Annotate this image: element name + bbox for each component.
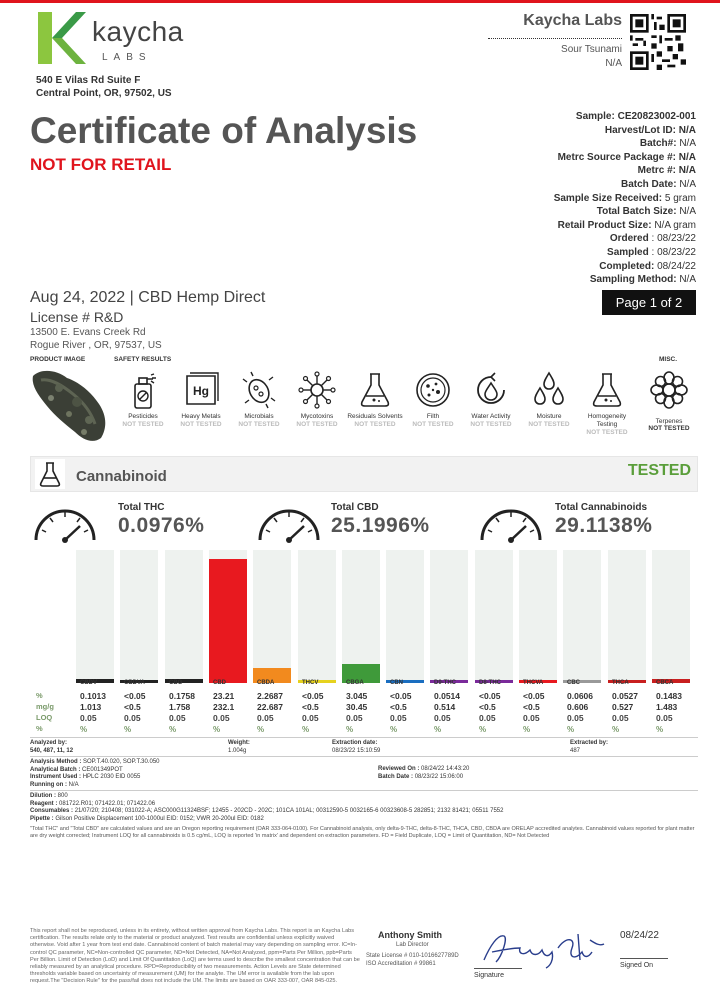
result-percent: 23.21	[213, 691, 235, 701]
analytical-batch-label: Analytical Batch :	[30, 766, 81, 773]
meta-value: N/A	[679, 274, 696, 286]
total-cannabinoids-label: Total Cannabinoids	[555, 502, 648, 513]
result-column-d9-thc	[434, 680, 478, 735]
microbe-icon	[239, 370, 279, 410]
divider	[30, 756, 698, 757]
instrument-value: HPLC 2030 EID 0055	[82, 774, 141, 780]
safety-test-label: Water Activity	[471, 413, 511, 420]
result-loq: 0.05	[567, 713, 584, 723]
safety-test-moisture	[520, 370, 578, 429]
meta-row	[554, 232, 696, 246]
meta-row	[554, 205, 696, 219]
meta-row	[554, 164, 696, 178]
safety-test-label: Residuals Solvents	[347, 413, 403, 420]
extracted-by-value: 487	[570, 747, 581, 754]
result-unit: %	[523, 725, 531, 734]
safety-results-header: SAFETY RESULTS	[114, 356, 172, 363]
safety-test-status: NOT TESTED	[180, 421, 222, 428]
safety-test-status: NOT TESTED	[122, 421, 164, 428]
safety-test-heavy-metals	[172, 370, 230, 429]
sample-metadata	[554, 110, 696, 287]
analysis-details	[30, 759, 160, 789]
meta-row	[554, 246, 696, 260]
client-address-line2: Rogue River , OR, 97537, US	[30, 339, 162, 351]
safety-test-status: NOT TESTED	[528, 421, 570, 428]
meta-row	[554, 137, 696, 151]
terpene-flower-icon	[649, 370, 689, 410]
cannabinoid-section-header	[30, 456, 698, 492]
extraction-date	[332, 740, 380, 755]
signed-on-line	[620, 958, 668, 959]
bar-track	[253, 550, 291, 680]
client-date-line: Aug 24, 2022 | CBD Hemp Direct	[30, 289, 266, 306]
safety-test-filth	[404, 370, 462, 429]
lab-address-line2: Central Point, OR, 97502, US	[36, 88, 172, 99]
spray-bottle-icon	[123, 370, 163, 410]
cannabinoid-bar-chart	[76, 550, 698, 682]
result-loq: 0.05	[257, 713, 274, 723]
bar-track	[386, 550, 424, 680]
result-loq: 0.05	[346, 713, 363, 723]
result-loq: 0.05	[479, 713, 496, 723]
safety-test-homogeneity-testing	[578, 370, 636, 437]
meta-label: Sampling Method:	[589, 274, 677, 286]
result-column-cbda	[257, 680, 301, 735]
result-percent: 0.0514	[434, 691, 460, 701]
batch-date-value: 08/23/22 15:06:00	[414, 773, 464, 780]
result-unit: %	[257, 725, 265, 734]
bar-track	[430, 550, 468, 680]
result-unit: %	[612, 725, 620, 734]
misc-header: MISC.	[659, 356, 678, 363]
result-percent: 0.1013	[80, 691, 106, 701]
result-mg-g: 1.758	[169, 702, 191, 712]
page-title: Certificate of Analysis	[30, 110, 418, 151]
mycotoxin-icon	[297, 370, 337, 410]
safety-test-status: NOT TESTED	[296, 421, 338, 428]
reviewed-on-value: 08/24/22 14:43:20	[421, 766, 470, 772]
misc-test-label: Terpenes	[655, 418, 683, 425]
reagent-details	[30, 793, 698, 823]
bar-track	[76, 550, 114, 680]
page-indicator: Page 1 of 2	[602, 290, 696, 315]
analyte-name: CBN	[390, 680, 403, 686]
analyte-name: THCA	[612, 680, 629, 686]
result-unit: %	[80, 725, 88, 734]
meta-row	[554, 110, 696, 124]
total-cbd-value: 25.1996%	[331, 514, 430, 537]
bar-track	[652, 550, 690, 680]
meta-row	[554, 260, 696, 274]
cannabinoid-flask-container	[35, 459, 65, 489]
meta-value: CE20823002-001	[617, 111, 696, 122]
result-mg-g: <0.5	[302, 702, 319, 712]
analyte-name: CBDV	[80, 680, 98, 686]
signature-label: Signature	[474, 972, 504, 979]
safety-test-label: Pesticides	[128, 413, 158, 420]
meta-value: N/A	[679, 178, 696, 190]
reagent-label: Reagent :	[30, 800, 58, 807]
bar-track	[165, 550, 203, 680]
review-details	[378, 766, 469, 781]
extracted-by-label: Extracted by:	[570, 740, 609, 746]
dilution-value: 800	[57, 793, 68, 799]
logo-subtitle: LABS	[102, 52, 152, 63]
meta-label: Total Batch Size:	[596, 206, 677, 218]
consumables-value: 21/07/20; 210408; 031022-A; ASC000G11324BSF; 12455 - 202CD - 202C; 101CA 101AL; 00312590-5 0032165-6 00323608-5 282851; 2132 81421; 05511 7552	[74, 808, 504, 814]
extracted-by	[570, 740, 608, 755]
result-loq: 0.05	[213, 713, 230, 723]
result-mg-g: 1.013	[80, 702, 102, 712]
meta-row	[554, 124, 696, 138]
result-mg-g: 30.45	[346, 702, 368, 712]
meta-value: 08/24/22	[657, 260, 696, 272]
result-mg-g: 0.514	[434, 702, 456, 712]
result-mg-g: <0.5	[479, 702, 496, 712]
cannabinoid-title: Cannabinoid	[76, 468, 167, 485]
result-loq: 0.05	[124, 713, 141, 723]
result-loq: 0.05	[523, 713, 540, 723]
safety-test-label: Mycotoxins	[300, 413, 334, 420]
dotted-divider	[488, 38, 622, 39]
safety-results-row	[114, 370, 634, 452]
result-loq: 0.05	[169, 713, 186, 723]
gauge-icon	[30, 500, 100, 546]
water-drop-icon	[471, 370, 511, 410]
safety-test-label: Moisture	[536, 413, 562, 420]
safety-test-label: Filth	[426, 413, 440, 420]
client-license: License # R&D	[30, 309, 124, 325]
analysis-method-value: SOP.T.40.020, SOP.T.30.050	[83, 759, 160, 765]
result-column-cbca	[656, 680, 700, 735]
kaycha-k-logo-icon	[36, 12, 86, 64]
meta-label: Metrc #:	[637, 165, 676, 177]
bar-cbd	[209, 559, 247, 680]
kaycha-logo	[36, 12, 196, 68]
divider	[30, 790, 698, 791]
total-thc-value: 0.0976%	[118, 514, 205, 537]
qr-code-icon[interactable]	[630, 14, 686, 70]
strain-name: Sour Tsunami	[561, 44, 622, 55]
meta-value: : 08/23/22	[651, 246, 696, 258]
result-column-thcva	[523, 680, 567, 735]
meta-label: Completed:	[599, 260, 655, 272]
total-thc-label: Total THC	[118, 502, 165, 513]
analyte-name: CBD	[213, 680, 226, 686]
result-column-d8-thc	[479, 680, 523, 735]
result-percent: <0.05	[390, 691, 412, 701]
logo-wordmark: kaycha	[92, 16, 184, 47]
result-loq: 0.05	[612, 713, 629, 723]
signer-license-iso: ISO Accreditation # 99861	[366, 960, 436, 967]
product-image-header: PRODUCT IMAGE	[30, 356, 86, 363]
bar-track	[120, 550, 158, 680]
result-percent: 3.045	[346, 691, 368, 701]
result-loq: 0.05	[390, 713, 407, 723]
meta-label: Sample:	[575, 111, 615, 122]
analyzed-by-value: 540, 487, 11, 12	[30, 747, 74, 754]
heavy-metal-hg-icon	[181, 370, 221, 410]
meta-value: N/A	[678, 151, 696, 163]
lab-address	[36, 74, 172, 100]
result-column-thcv	[302, 680, 346, 735]
result-unit: %	[434, 725, 442, 734]
result-unit: %	[213, 725, 221, 734]
result-percent: 2.2687	[257, 691, 283, 701]
meta-value: 5 gram	[664, 192, 696, 204]
safety-test-status: NOT TESTED	[354, 421, 396, 428]
result-percent: <0.05	[302, 691, 324, 701]
meta-value: N/A gram	[654, 219, 696, 231]
dilution-label: Dilution :	[30, 793, 56, 799]
result-loq: 0.05	[80, 713, 97, 723]
meta-value: N/A	[678, 165, 696, 177]
safety-test-label: Microbials	[244, 413, 274, 420]
result-unit: %	[479, 725, 487, 734]
result-unit: %	[567, 725, 575, 734]
result-mg-g: 232.1	[213, 702, 235, 712]
result-loq: 0.05	[434, 713, 451, 723]
flask-icon	[587, 370, 627, 410]
weight	[228, 740, 250, 755]
safety-test-residuals-solvents	[346, 370, 404, 429]
result-unit: %	[302, 725, 310, 734]
misc-terpenes	[636, 370, 702, 432]
signed-on-label: Signed On	[620, 962, 654, 969]
bar-track	[519, 550, 557, 680]
result-mg-g: 22.687	[257, 702, 283, 712]
signer-name: Anthony Smith	[378, 930, 442, 940]
gauge-icon	[476, 500, 546, 546]
lab-name-header: Kaycha Labs	[523, 12, 622, 29]
safety-test-status: NOT TESTED	[238, 421, 280, 428]
bar-track	[608, 550, 646, 680]
not-for-retail-label: NOT FOR RETAIL	[30, 155, 172, 174]
handwritten-signature	[478, 926, 608, 972]
analyte-name: THCV	[302, 680, 319, 686]
lab-address-line1: 540 E Vilas Rd Suite F	[36, 75, 141, 86]
meta-label: Sample Size Received:	[553, 192, 663, 204]
gauge-icon	[254, 500, 324, 546]
result-column-thca	[612, 680, 656, 735]
pipette-value: Gilson Positive Displacement 100-1000ul EID: 0152; VWR 20-200ul EID: 0182	[55, 815, 264, 822]
bar-track	[563, 550, 601, 680]
cannabinoid-disclaimer: "Total THC" and "Total CBD" are calculated values and are an Oregon reporting requirement (OAR 333-064-0100). For Cannabinoid analysis, only delta-9-THC, delta-8-THC, THCA, CBD, CBDA are ORELAP accredited analytes. Cannabinoid values reported for plant matter are dry weight corrected; Instrument LOQ for all cannabinoids is 0.5 cg/mL, LOQ is reported 'in matrix' and dependent on extraction parameters. FD = Field Duplicate, LOQ = Limit of Quantitation, ND= Not Detected	[30, 826, 695, 839]
meta-label: Retail Product Size:	[557, 219, 652, 231]
safety-test-pesticides	[114, 370, 172, 429]
petri-dish-icon	[413, 370, 453, 410]
consumables-label: Consumables :	[30, 808, 74, 814]
result-percent: 0.1483	[656, 691, 682, 701]
analyzed-by-label: Analyzed by:	[30, 740, 68, 746]
safety-test-water-activity	[462, 370, 520, 429]
running-on-label: Running on :	[30, 781, 67, 788]
reagent-value: 081722.R01; 071422.01; 071422.06	[59, 800, 156, 807]
total-cannabinoids-value: 29.1138%	[555, 514, 653, 537]
reviewed-on-label: Reviewed On :	[378, 766, 420, 772]
meta-row	[554, 178, 696, 192]
bar-cbga	[342, 664, 380, 680]
bar-cbda	[253, 668, 291, 680]
result-mg-g: 0.527	[612, 702, 634, 712]
bar-track	[342, 550, 380, 680]
result-loq: 0.05	[656, 713, 673, 723]
safety-test-microbials	[230, 370, 288, 429]
weight-value: 1.004g	[228, 747, 247, 754]
safety-test-status: NOT TESTED	[470, 421, 512, 428]
divider	[30, 737, 698, 738]
analyte-name: CBGA	[346, 680, 364, 686]
analyte-name: CBG	[169, 680, 183, 686]
signer-title: Lab Director	[396, 942, 429, 948]
droplets-icon	[529, 370, 569, 410]
meta-row	[554, 192, 696, 206]
result-column-cbga	[346, 680, 390, 735]
result-mg-g: <0.5	[124, 702, 141, 712]
instrument-label: Instrument Used :	[30, 774, 82, 780]
result-column-cbdv	[80, 680, 124, 735]
analyte-name: D8-THC	[479, 680, 501, 686]
signature-line	[474, 968, 522, 969]
analyte-name: CBCA	[656, 680, 674, 686]
meta-value: : 08/23/22	[651, 233, 696, 245]
meta-label: Sampled	[607, 246, 649, 258]
result-unit: %	[124, 725, 132, 734]
result-column-cbd	[213, 680, 257, 735]
meta-value: N/A	[679, 206, 696, 218]
meta-row	[554, 219, 696, 233]
result-column-cbg	[169, 680, 213, 735]
meta-value: N/A	[679, 138, 696, 150]
safety-test-label: Homogeneity Testing	[587, 413, 627, 428]
result-percent: <0.05	[124, 691, 146, 701]
safety-test-label: Heavy Metals	[181, 413, 221, 420]
result-unit: %	[656, 725, 664, 734]
top-accent-bar	[0, 0, 720, 3]
analysis-method-label: Analysis Method :	[30, 759, 82, 765]
bar-track	[298, 550, 336, 680]
analyte-name: CBC	[567, 680, 580, 686]
result-column-cbc	[567, 680, 611, 735]
meta-row	[554, 273, 696, 287]
row-label-loq: LOQ	[36, 713, 53, 722]
legal-footer-text: This report shall not be reproduced, unless in its entirety, without written approval from Kaycha Labs. This report is an Kaycha Labs certification. The results relate only to the material or product analyzed. Test results are confidential unless explicitly waived otherwise. Void after 1 year from test end date. Cannabinoid content of batch material may vary depending on sampling error. IC=In-control QC parameter, NC=Non-controlled QC parameter, ND=Not Detected, NA=Not Analyzed, ppm=Parts Per Million, ppb=Parts Per Billion. Limit of Detection (LoD) and Limit Of Quantitation (LoQ) are terms used to describe the smallest concentration that can be reliably measured by an analytical procedure. RPD=Reproducibility of two measurements. Action Levels are State determined thresholds variable based on uncertainty of measurement (UM) for the analyte. The UM error is available from the lab upon request.The "Decision Rule" for the pass/fail does not include the UM. The limits are based on OAR 333-007, OAR 845-025.	[30, 928, 360, 985]
client-address-line1: 13500 E. Evans Creek Rd	[30, 327, 146, 338]
analytical-batch-value: CE001349POT	[82, 766, 123, 773]
product-image	[29, 366, 109, 448]
meta-label: Batch Date:	[620, 178, 677, 190]
meta-label: Metrc Source Package #:	[557, 151, 676, 163]
analyte-name: CBDA	[257, 680, 275, 686]
pipette-label: Pipette :	[30, 815, 54, 822]
batch-date-label: Batch Date :	[378, 773, 414, 780]
result-column-cbn	[390, 680, 434, 735]
row-label-percent: %	[36, 691, 43, 700]
result-loq: 0.05	[302, 713, 319, 723]
total-cbd-label: Total CBD	[331, 502, 379, 513]
meta-label: Harvest/Lot ID:	[604, 124, 676, 136]
svg-text:Hg: Hg	[193, 384, 209, 398]
result-unit: %	[390, 725, 398, 734]
result-unit: %	[346, 725, 354, 734]
running-on-value: N/A	[68, 781, 79, 788]
safety-test-status: NOT TESTED	[412, 421, 454, 428]
result-percent: <0.05	[523, 691, 545, 701]
analyzed-by	[30, 740, 73, 755]
meta-label: Ordered	[609, 233, 649, 245]
row-label-mg-g: mg/g	[36, 702, 54, 711]
signed-date: 08/24/22	[620, 930, 659, 941]
analyte-name: CBDVA	[124, 680, 145, 686]
result-percent: 0.0606	[567, 691, 593, 701]
extraction-date-label: Extraction date:	[332, 740, 378, 746]
analyte-name: D9-THC	[434, 680, 456, 686]
result-mg-g: <0.5	[523, 702, 540, 712]
bar-track	[475, 550, 513, 680]
safety-test-status: NOT TESTED	[586, 429, 628, 436]
result-mg-g: 1.483	[656, 702, 678, 712]
strain-subtitle: N/A	[605, 58, 622, 69]
cannabinoid-status: TESTED	[627, 462, 691, 479]
result-unit: %	[169, 725, 177, 734]
result-column-cbdva	[124, 680, 168, 735]
meta-label: Batch#:	[639, 138, 677, 150]
analyte-name: THCVA	[523, 680, 544, 686]
signer-licenses	[366, 953, 459, 968]
safety-test-mycotoxins	[288, 370, 346, 429]
result-percent: 0.0527	[612, 691, 638, 701]
result-percent: 0.1758	[169, 691, 195, 701]
flask-icon	[35, 459, 65, 489]
flask-icon	[355, 370, 395, 410]
weight-label: Weight:	[228, 740, 250, 746]
misc-test-status: NOT TESTED	[648, 425, 690, 432]
signer-license-state: State License # 010-1016627789D	[366, 953, 459, 959]
result-mg-g: 0.606	[567, 702, 589, 712]
row-label-unit: %	[36, 724, 43, 733]
meta-value: N/A	[678, 124, 696, 136]
meta-row	[554, 151, 696, 165]
extraction-date-value: 08/23/22 15:10:59	[332, 747, 381, 754]
result-percent: <0.05	[479, 691, 501, 701]
client-address	[30, 327, 162, 352]
result-mg-g: <0.5	[390, 702, 407, 712]
